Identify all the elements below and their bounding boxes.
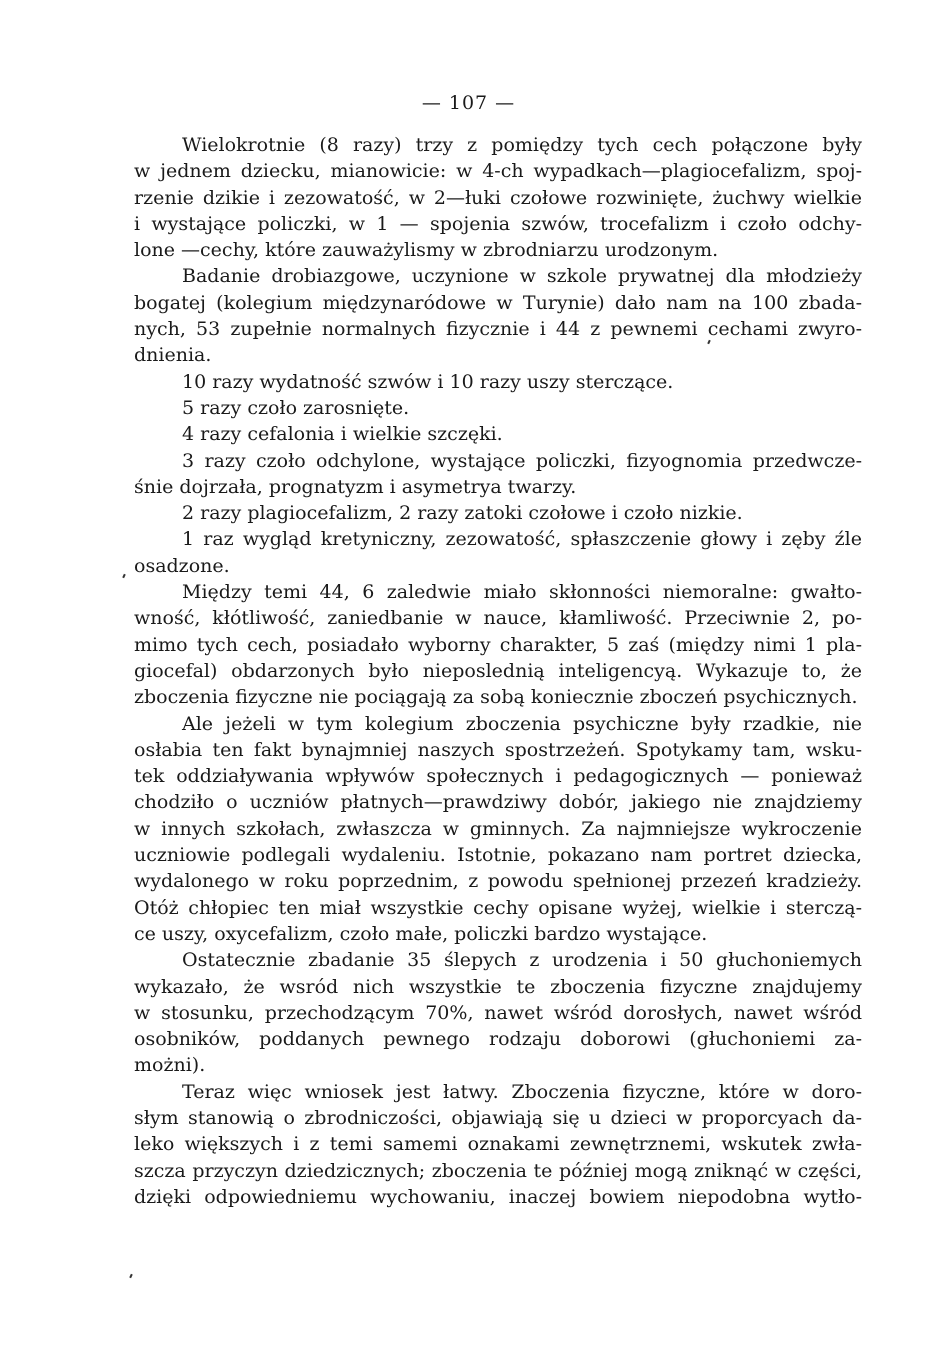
text-line: 10 razy wydatność szwów i 10 razy uszy sterczące.: [182, 370, 674, 393]
text-line: zboczenia fizyczne nie pociągają za sobą koniecznie zboczeń psychicznych.: [134, 686, 858, 709]
text-line: uczniowie podlegali wydaleniu. Istotnie, pokazano nam portret dziecka,: [134, 844, 862, 867]
text-line: osadzone.: [134, 554, 230, 577]
text-line: wykazało, że wsród nich wszystkie te zboczenia fizyczne znajdujemy: [134, 975, 862, 998]
text-line: 4 razy cefalonia i wielkie szczęki.: [182, 423, 503, 446]
text-line: w innych szkołach, zwłaszcza w gminnych. Za najmniejsze wykroczenie: [134, 817, 862, 840]
text-line: Wielokrotnie (8 razy) trzy z pomiędzy tych cech połączone były: [182, 134, 862, 156]
text-line: 3 razy czoło odchylone, wystające policzki, fizyognomia przedwcze-: [182, 449, 862, 472]
text-line: giocefal) obdarzonych było nieposlednią inteligencyą. Wykazuje to, że: [134, 659, 862, 682]
text-line: możni).: [134, 1054, 206, 1077]
text-line: Między temi 44, 6 zaledwie miało skłonności niemoralne: gwałto-: [182, 581, 862, 604]
text-line: w jednem dziecku, mianowicie: w 4-ch wypadkach—plagiocefalizm, spoj-: [134, 160, 862, 183]
text-line: nych, 53 zupełnie normalnych fizycznie i 44 z pewnemi cechami zwyro-: [134, 318, 862, 341]
text-line: chodziło o uczniów płatnych—prawdziwy dobór, jakiego nie znajdziemy: [134, 791, 862, 814]
text-line: i wystające policzki, w 1 — spojenia szwów, trocefalizm i czoło odchy-: [134, 212, 862, 235]
text-line: Ostatecznie zbadanie 35 ślepych z urodzenia i 50 głuchoniemych: [182, 949, 862, 972]
text-line: Badanie drobiazgowe, uczynione w szkole prywatnej dla młodzieży: [182, 265, 862, 288]
text-line: tek oddziaływania wpływów społecznych i pedagogicznych — ponieważ: [134, 765, 862, 788]
text-line: mimo tych cech, posiadało wyborny charakter, 5 zaś (między nimi 1 pla-: [134, 633, 862, 656]
text-line: dzięki odpowiedniemu wychowaniu, inaczej bowiem niepodobna wytło-: [134, 1185, 862, 1208]
text-line: 2 razy plagiocefalizm, 2 razy zatoki czołowe i czoło nizkie.: [182, 502, 743, 525]
text-line: wność, kłótliwość, zaniedbanie w nauce, kłamliwość. Przeciwnie 2, po-: [134, 607, 862, 630]
text-line: osłabia ten fakt bynajmniej naszych spostrzeżeń. Spotykamy tam, wsku-: [134, 738, 862, 761]
text-line: wydalonego w roku poprzednim, z powodu spełnionej przezeń kradzieży.: [134, 870, 862, 893]
body-text: [134, 132, 862, 1210]
text-line: słym stanowią o zbrodniczości, objawiają się u dzieci w proporcyach da-: [134, 1106, 862, 1129]
text-line: szcza przyczyn dziedzicznych; zboczenia te później mogą zniknąć w części,: [134, 1159, 862, 1182]
text-line: ce uszy, oxycefalizm, czoło małe, policzki bardzo wystające.: [134, 922, 708, 945]
text-line: leko większych i z temi samemi oznakami zewnętrznemi, wskutek zwła-: [134, 1133, 862, 1156]
text-line: 5 razy czoło zarosnięte.: [182, 396, 410, 419]
text-line: bogatej (kolegium międzynaródowe w Turynie) dało nam na 100 zbada-: [134, 291, 862, 314]
text-line: Ale jeżeli w tym kolegium zboczenia psychiczne były rzadkie, nie: [182, 712, 862, 735]
text-line: 1 raz wygląd kretyniczny, zezowatość, spłaszczenie głowy i zęby źle: [182, 528, 862, 551]
print-speck: [129, 1274, 133, 1278]
text-line: lone —cechy, które zauważylismy w zbrodniarzu urodzonym.: [134, 239, 719, 262]
text-line: Otóż chłopiec ten miał wszystkie cechy opisane wyżej, wielkie i sterczą-: [134, 896, 862, 919]
print-speck: [122, 574, 126, 578]
text-line: osobników, poddanych pewnego rodzaju doborowi (głuchoniemi za-: [134, 1028, 862, 1051]
page-number: — 107 —: [421, 92, 516, 114]
text-line: dnienia.: [134, 344, 212, 367]
text-line: Teraz więc wniosek jest łatwy. Zboczenia fizyczne, które w doro-: [182, 1080, 862, 1103]
text-line: w stosunku, przechodzącym 70%, nawet wśród dorosłych, nawet wśród: [134, 1001, 862, 1024]
text-line: śnie dojrzała, prognatyzm i asymetrya twarzy.: [134, 475, 577, 498]
text-line: rzenie dzikie i zezowatość, w 2—łuki czołowe rozwinięte, żuchwy wielkie: [134, 186, 862, 209]
